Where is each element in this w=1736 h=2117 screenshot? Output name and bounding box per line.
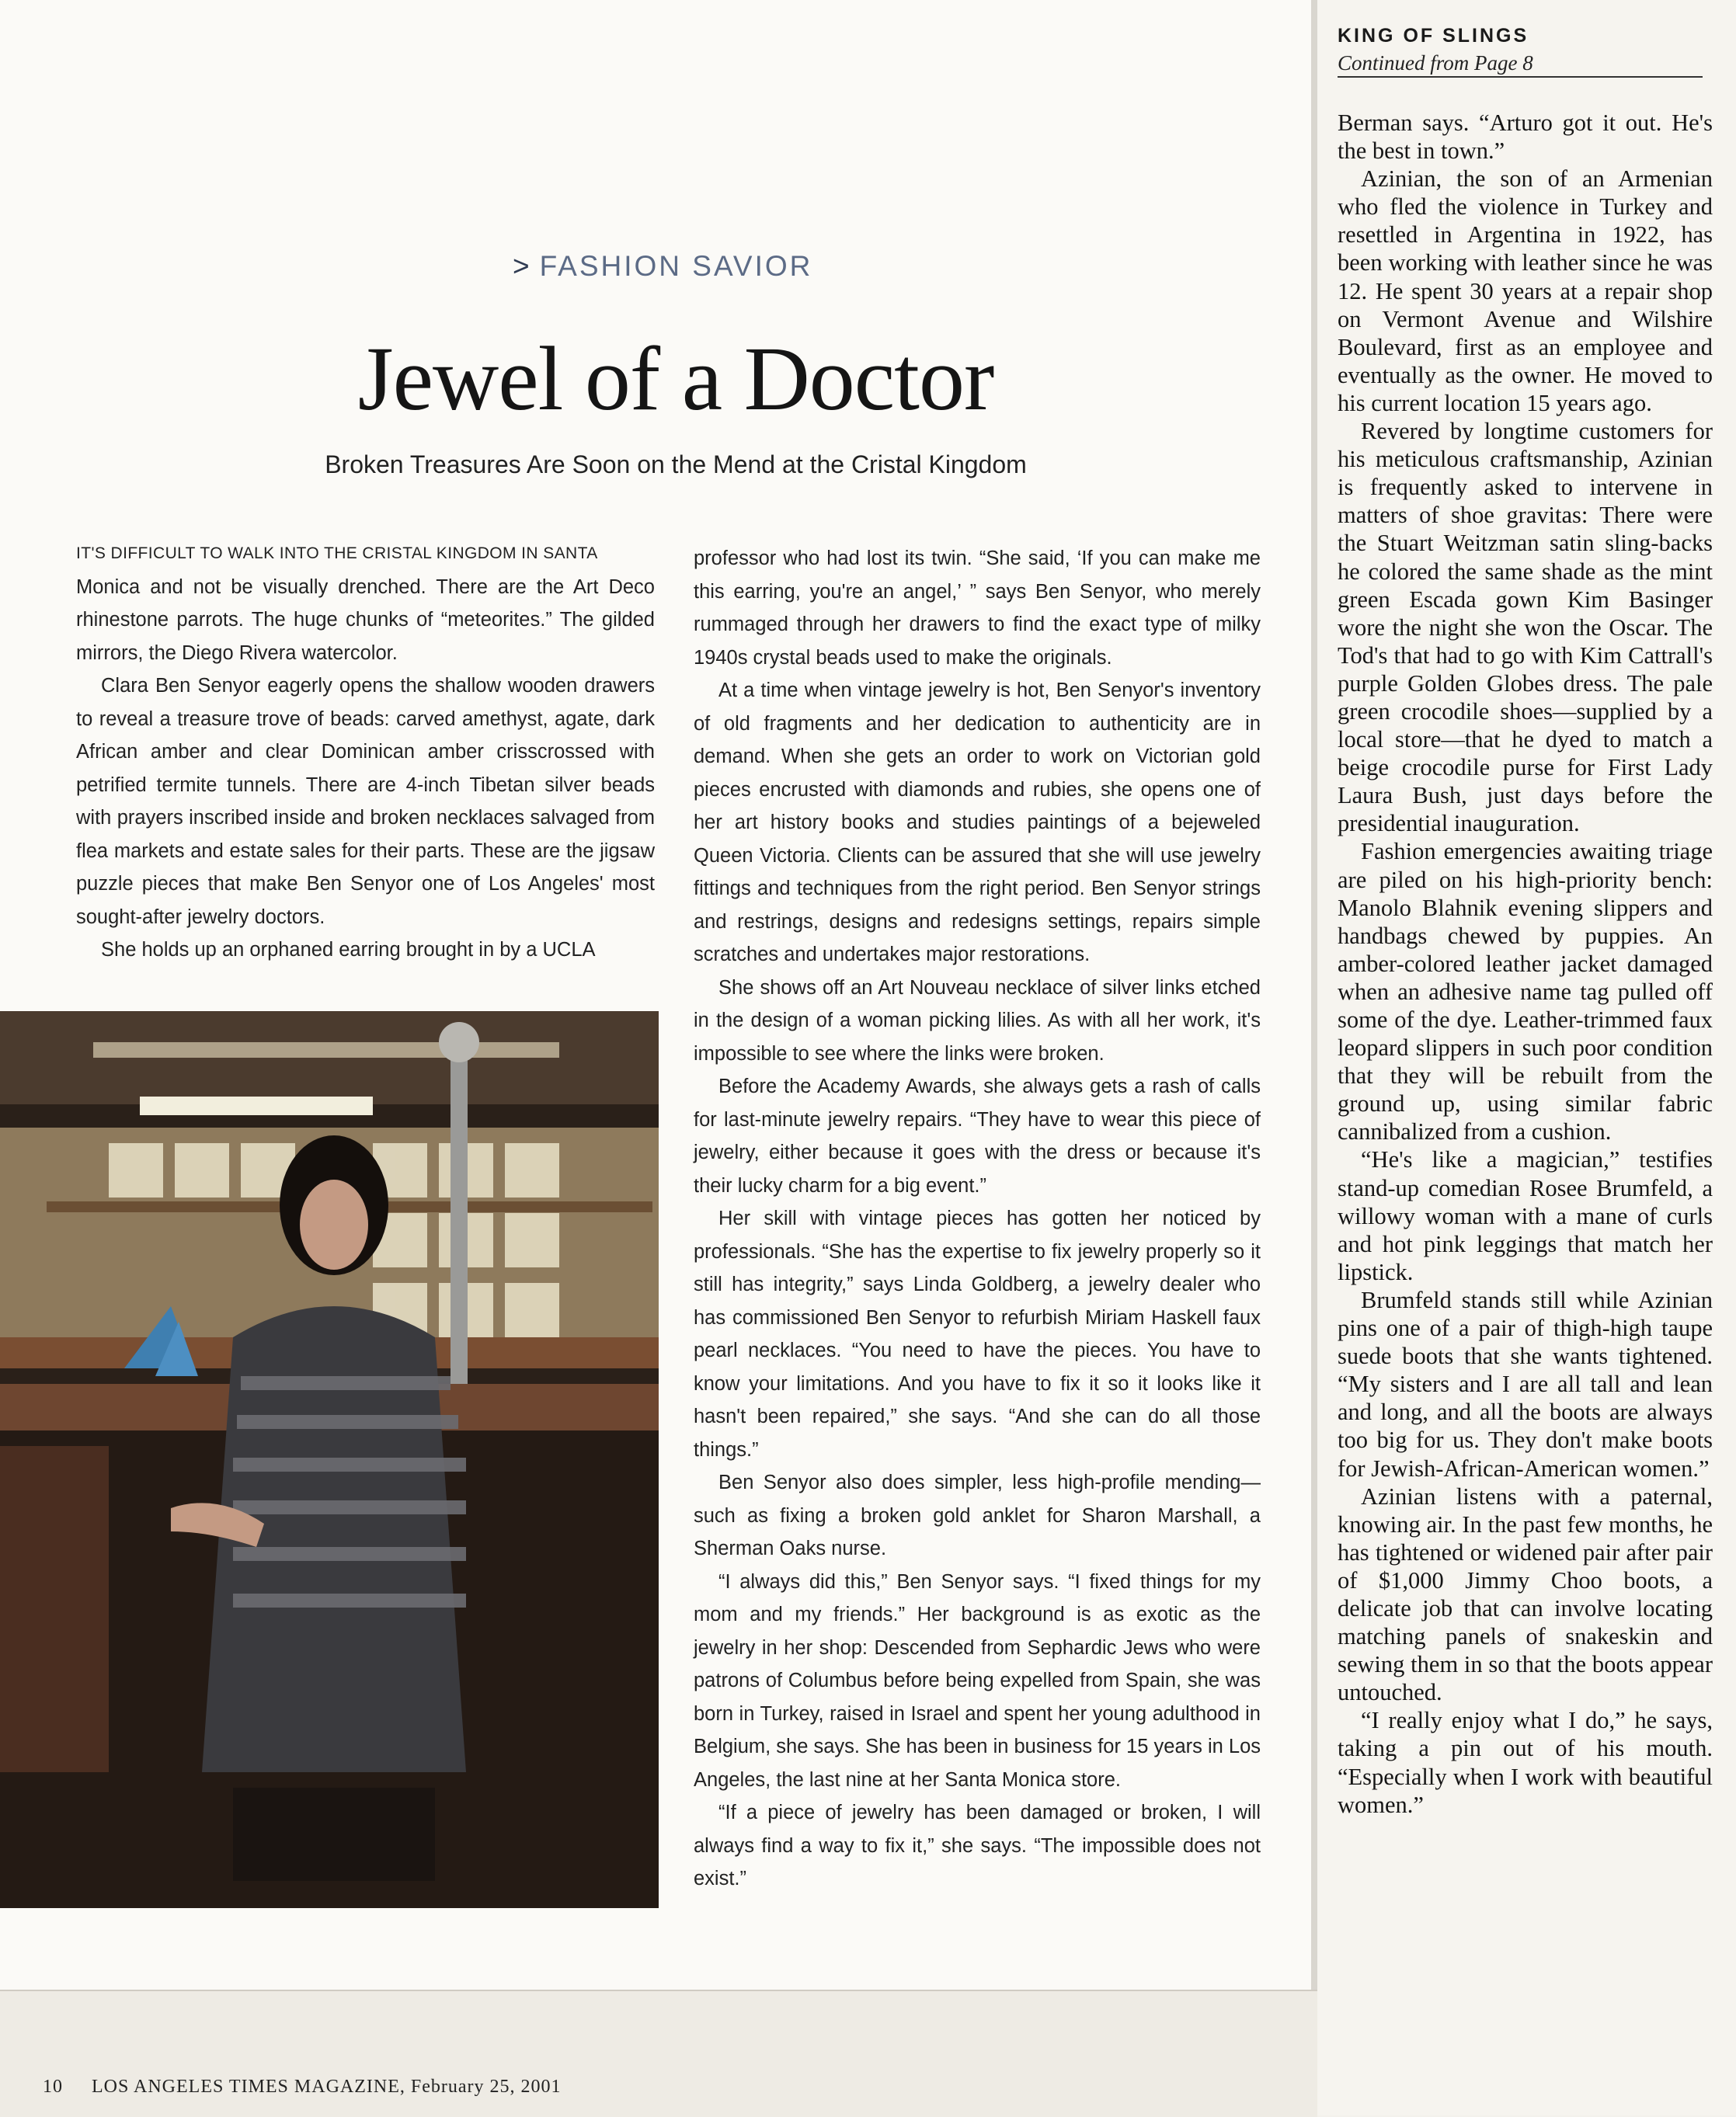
article-paragraph: Ben Senyor also does simpler, less high-profile mending—such as fixing a broken gold anklet for Sharon Marshall, a Sherman Oaks nurse. [694,1472,1261,1559]
article-paragraph: professor who had lost its twin. “She said, ‘If you can make me this earring, you're an angel,’ ” says Ben Senyor, who merely rummaged through her drawers to find the exact type of milky 1940s crystal beads used to make the originals. [694,548,1261,669]
side-paragraph: Revered by longtime customers for his meticulous craftsmanship, Azinian is frequently asked to intervene in matters of shoe gravitas: There were the Stuart Weitzman satin sling-backs he colored the same shade as the mint green Escada gown Kim Basinger wore the night she won the Oscar. The Tod's that had to go with Kim Cattrall's purple Golden Globes dress. The pale green crocodile shoes—supplied by a local store—that he dyed to match a beige crocodile purse for First Lady Laura Bush, just days before the presidential inauguration. [1338,418,1713,837]
page-footer [43,2077,562,2098]
side-paragraph: Azinian listens with a paternal, knowing air. In the past few months, he has tightened or widened pair after pair of $1,000 Jimmy Choo boots, a delicate job that can involve locating matching panels of snakeskin and sewing them in so that the boots appear untouched. [1338,1483,1713,1706]
kicker-arrow: > [513,250,532,282]
side-article-column [1338,109,1713,1819]
jeweler-photo [0,1011,659,1908]
issue-date: February 25, 2001 [410,2077,562,2097]
article-paragraph: Before the Academy Awards, she always gets a rash of calls for last-minute jewelry repairs. “They have to wear this piece of jewelry, either because it goes with the dress or because it's their lucky charm for a big event.” [694,1076,1261,1197]
article-paragraph: Clara Ben Senyor eagerly opens the shallow wooden drawers to reveal a treasure trove of beads: carved amethyst, agate, dark African amber and clear Dominican amber crisscrossed with petrified termite tunnels. There are 4-inch Tibetan silver beads with prayers inscribed inside and broken necklaces salvaged from flea markets and estate sales for their parts. These are the jigsaw puzzle pieces that make Ben Senyor one of Los Angeles' most sought-after jewelry doctors. [76,675,655,928]
article-paragraph: She holds up an orphaned earring brought in by a UCLA [101,939,596,961]
photo-illustration [0,1011,659,1908]
lead-paragraph-text: Monica and not be visually drenched. There are the Art Deco rhinestone parrots. The huge chunks of “meteorites.” The gilded mirrors, the Diego Rivera watercolor. [76,575,655,664]
section-kicker [513,250,812,283]
publication-name: LOS ANGELES TIMES MAGAZINE, [92,2077,405,2097]
article-column-2 [694,542,1261,1896]
heading-rule [1338,76,1703,78]
lead-in-smallcaps: IT'S DIFFICULT TO WALK INTO THE CRISTAL KINGDOM IN SANTA [76,544,598,562]
page-bottom-margin [0,1990,1317,2117]
side-paragraph: Fashion emergencies awaiting triage are piled on his high-priority bench: Manolo Blahnik evening slippers and handbags chewed by puppies. An amber-colored leather jacket damaged when an adhesive name tag pulled off some of the dye. Leather-trimmed faux leopard slippers in such poor condition that they will be rebuilt from the ground up, using similar fabric cannibalized from a cushion. [1338,838,1713,1145]
deck: Broken Treasures Are Soon on the Mend at the Cristal Kingdom [325,450,1027,478]
article-column-1 [76,536,655,967]
side-paragraph: “I really enjoy what I do,” he says, taking a pin out of his mouth. “Especially when I work with beautiful women.” [1338,1707,1713,1818]
side-paragraph: Brumfeld stands still while Azinian pins one of a pair of thigh-high taupe suede boots that she wants tightened. “My sisters and I are all tall and lean and long, and all the boots are always too big for us. They don't make boots for Jewish-African-American women.” [1338,1286,1713,1482]
kicker-label: FASHION SAVIOR [539,250,813,282]
page-number: 10 [43,2077,63,2097]
page-gutter [1311,0,1317,1990]
article-paragraph: She shows off an Art Nouveau necklace of silver links etched in the design of a woman picking lilies. As with all her work, it's impossible to see where the links were broken. [694,976,1261,1065]
article-paragraph: Her skill with vintage pieces has gotten her noticed by professionals. “She has the expertise to fix jewelry properly so it still has integrity,” says Linda Goldberg, a jewelry dealer who has commissioned Ben Senyor to refurbish Miriam Haskell faux pearl necklaces. “You need to have the pieces. You have to know your limitations. And you have to fix it so it looks like it hasn't been repaired,” she says. “And she can do all those things.” [694,1208,1261,1461]
headline: Jewel of a Doctor [357,328,994,429]
side-article-heading: KING OF SLINGS [1338,25,1529,47]
side-paragraph: Azinian, the son of an Armenian who fled the violence in Turkey and resettled in Argentina in 1922, has been working with leather since he was 12. He spent 30 years at a repair shop on Vermont Avenue and Wilshire Boulevard, first as an employee and eventually as the owner. He moved to his current location 15 years ago. [1338,165,1713,416]
article-paragraph: At a time when vintage jewelry is hot, Ben Senyor's inventory of old fragments and her dedication to authenticity are in demand. When she gets an order to work on Victorian gold pieces encrusted with diamonds and rubies, she opens one of her art history books and studies paintings of a bejeweled Queen Victoria. Clients can be assured that she will use jewelry fittings and techniques from the right period. Ben Senyor strings and restrings, designs and redesigns settings, repairs simple scratches and undertakes major restorations. [694,680,1261,965]
article-paragraph: “I always did this,” Ben Senyor says. “I fixed things for my mom and my friends.” Her background is as exotic as the jewelry in her shop: Descended from Sephardic Jews who were patrons of Columbus before being expelled from Spain, she was born in Turkey, raised in Israel and spent her young adulthood in Belgium, she says. She has been in business for 15 years in Los Angeles, the last nine at her Santa Monica store. [694,1570,1261,1791]
side-paragraph: Berman says. “Arturo got it out. He's the best in town.” [1338,110,1713,165]
article-paragraph [76,536,655,669]
continued-line: Continued from Page 8 [1338,51,1533,75]
article-paragraph: “If a piece of jewelry has been damaged or broken, I will always find a way to fix it,” she says. “The impossible does not exist.” [694,1802,1261,1889]
side-paragraph: “He's like a magician,” testifies stand-up comedian Rosee Brumfeld, a willowy woman with a mane of curls and hot pink leggings that match her lipstick. [1338,1146,1713,1285]
